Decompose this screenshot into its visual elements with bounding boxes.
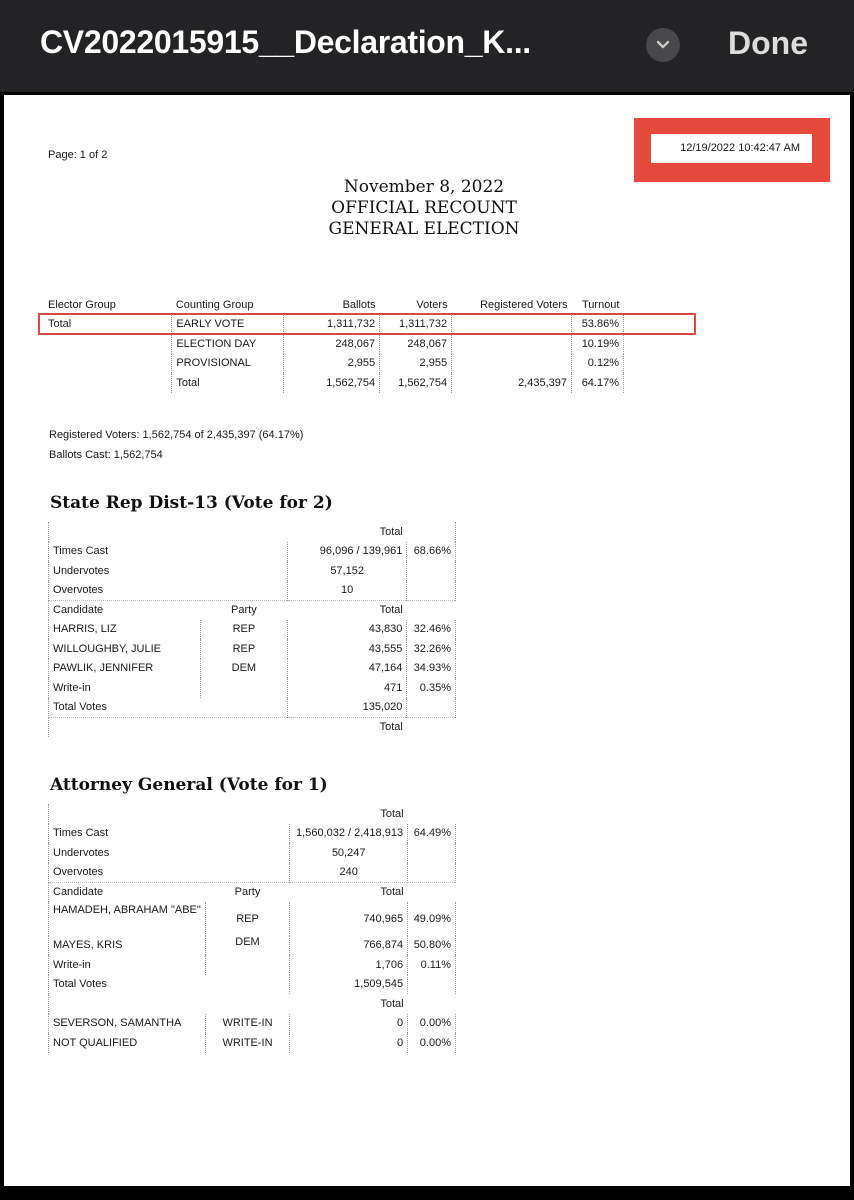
col-header: Counting Group	[175, 298, 254, 311]
cell	[408, 863, 456, 883]
cell: 2,955	[380, 354, 452, 374]
candidate-party: REP	[200, 639, 287, 659]
cell: 10.19%	[572, 334, 624, 354]
cell: Total	[48, 318, 72, 331]
candidate-name: Write-in	[49, 955, 206, 975]
writein-header-row	[49, 994, 456, 1014]
candidate-total: 43,555	[287, 639, 406, 659]
summary-row	[44, 373, 624, 393]
candidate-pct: 32.46%	[407, 620, 456, 640]
cell	[44, 334, 172, 354]
cell: 64.17%	[572, 373, 624, 393]
writein-total: 0	[290, 1014, 408, 1034]
cell	[49, 717, 288, 737]
col-header: Voters	[416, 298, 448, 311]
col-header: Ballots	[342, 298, 376, 311]
candidate-total: 47,164	[287, 659, 406, 679]
document-page[interactable]	[4, 95, 850, 1186]
document-title: CV2022015915__Declaration_K...	[40, 24, 531, 60]
candidate-name: PAWLIK, JENNIFER	[49, 659, 201, 679]
candidate-pct: 0.11%	[408, 955, 456, 975]
cell: 1,311,732	[284, 315, 380, 335]
chevron-down-icon	[656, 40, 670, 50]
candidate-pct: 34.93%	[407, 659, 456, 679]
row-value: 10	[287, 581, 406, 601]
writein-row	[49, 1033, 456, 1053]
row-label: Undervotes	[49, 843, 290, 863]
row-pct: 64.49%	[408, 824, 456, 844]
row-value: 96,096 / 139,961	[287, 542, 406, 562]
row-value: 1,509,545	[290, 975, 408, 995]
col-header: Candidate	[49, 600, 201, 620]
row-label: Times Cast	[49, 542, 288, 562]
cell	[44, 354, 172, 374]
cell	[44, 373, 172, 393]
candidate-pct: 0.35%	[407, 678, 456, 698]
writein-pct: 0.00%	[408, 1014, 456, 1034]
cell: PROVISIONAL	[172, 354, 284, 374]
heading-date: November 8, 2022	[343, 177, 505, 197]
candidate-name: HAMADEH, ABRAHAM "ABE"	[49, 902, 206, 936]
cell	[452, 334, 572, 354]
table-row	[49, 561, 456, 581]
cell	[408, 975, 456, 995]
cell	[200, 522, 287, 542]
candidate-row	[49, 620, 456, 640]
writein-total-header: Total	[380, 997, 404, 1010]
candidate-header-row	[49, 600, 456, 620]
row-value: 50,247	[290, 843, 408, 863]
cell	[407, 581, 456, 601]
footer-row	[49, 717, 456, 737]
candidate-pct: 32.26%	[407, 639, 456, 659]
viewer-toolbar	[0, 0, 854, 92]
report-heading	[254, 177, 594, 240]
candidate-total: 740,965	[290, 902, 408, 936]
summary-table	[44, 295, 624, 393]
cell: 248,067	[380, 334, 452, 354]
summary-row	[44, 334, 624, 354]
candidate-row	[49, 955, 456, 975]
cell: ELECTION DAY	[172, 334, 284, 354]
col-header: Party	[205, 882, 289, 902]
cell	[407, 561, 456, 581]
timestamp-highlight	[634, 118, 830, 182]
done-button[interactable]: Done	[728, 25, 808, 61]
cell: Total	[172, 373, 284, 393]
candidate-row	[49, 936, 456, 956]
col-header: Party	[200, 600, 287, 620]
total-header: Total	[379, 525, 403, 538]
row-value: 57,152	[287, 561, 406, 581]
writein-row	[49, 1014, 456, 1034]
candidate-total: 766,874	[290, 936, 408, 956]
cell	[407, 698, 456, 718]
registered-voters-line: Registered Voters: 1,562,754 of 2,435,397 (64.17%)	[49, 429, 304, 441]
cell	[407, 522, 456, 542]
row-value: 1,560,032 / 2,418,913	[290, 824, 408, 844]
candidate-total: 1,706	[290, 955, 408, 975]
cell: 2,955	[284, 354, 380, 374]
cell	[407, 717, 456, 737]
candidate-row	[49, 678, 456, 698]
candidate-name: Write-in	[49, 678, 201, 698]
row-label: Overvotes	[49, 863, 290, 883]
table-row	[49, 542, 456, 562]
row-label: Undervotes	[49, 561, 288, 581]
col-header: Turnout	[581, 298, 620, 311]
candidate-row	[49, 659, 456, 679]
summary-row	[44, 354, 624, 374]
row-label: Total Votes	[49, 698, 288, 718]
total-header: Total	[380, 807, 404, 820]
cell	[407, 600, 456, 620]
cell	[452, 354, 572, 374]
summary-header-row	[44, 295, 624, 315]
candidate-row	[49, 902, 456, 936]
cell	[49, 804, 206, 824]
page-number: Page: 1 of 2	[48, 149, 108, 161]
ballots-cast-line: Ballots Cast: 1,562,754	[49, 449, 163, 461]
cell: EARLY VOTE	[172, 315, 284, 335]
cell	[205, 804, 289, 824]
writein-party: WRITE-IN	[205, 1014, 289, 1034]
cell	[49, 522, 201, 542]
timestamp: 12/19/2022 10:42:47 AM	[651, 134, 812, 163]
candidate-pct: 50.80%	[408, 936, 456, 956]
candidate-name: WILLOUGHBY, JULIE	[49, 639, 201, 659]
cell: 248,067	[284, 334, 380, 354]
cell: 1,311,732	[380, 315, 452, 335]
contest-title: Attorney General (Vote for 1)	[50, 775, 328, 795]
writein-name: NOT QUALIFIED	[49, 1033, 206, 1053]
total-votes-row	[49, 975, 456, 995]
contest-title: State Rep Dist-13 (Vote for 2)	[50, 493, 333, 513]
cell: 2,435,397	[452, 373, 572, 393]
candidate-name: HARRIS, LIZ	[49, 620, 201, 640]
footer-total-header: Total	[287, 717, 406, 737]
candidate-party: DEM	[200, 659, 287, 679]
candidate-total: 43,830	[287, 620, 406, 640]
writein-total: 0	[290, 1033, 408, 1053]
row-label: Overvotes	[49, 581, 288, 601]
table-header-row	[49, 804, 456, 824]
writein-name: SEVERSON, SAMANTHA	[49, 1014, 206, 1034]
cell: 1,562,754	[284, 373, 380, 393]
early-vote-highlight	[38, 313, 696, 335]
candidate-row	[49, 639, 456, 659]
table-row	[49, 824, 456, 844]
heading-election: GENERAL ELECTION	[328, 219, 520, 239]
row-value: 135,020	[287, 698, 406, 718]
cell: 53.86%	[572, 315, 624, 335]
cell: 0.12%	[572, 354, 624, 374]
row-label: Total Votes	[49, 975, 290, 995]
row-value: 240	[290, 863, 408, 883]
title-dropdown-button[interactable]	[646, 28, 680, 62]
candidate-party: REP	[205, 902, 289, 936]
candidate-name: MAYES, KRIS	[49, 936, 206, 956]
col-header: Candidate	[49, 882, 206, 902]
total-votes-row	[49, 698, 456, 718]
cell	[408, 994, 456, 1014]
table-header-row	[49, 522, 456, 542]
table-row	[49, 863, 456, 883]
candidate-pct: 49.09%	[408, 902, 456, 936]
writein-pct: 0.00%	[408, 1033, 456, 1053]
col-header: Total	[290, 882, 408, 902]
cell	[408, 882, 456, 902]
col-header: Total	[287, 600, 406, 620]
candidate-party	[200, 678, 287, 698]
col-header: Elector Group	[48, 298, 116, 311]
cell	[408, 843, 456, 863]
writein-party: WRITE-IN	[205, 1033, 289, 1053]
candidate-header-row	[49, 882, 456, 902]
contest-table-attorney-general	[48, 804, 456, 1053]
row-pct: 68.66%	[407, 542, 456, 562]
contest-table-state-rep	[48, 522, 456, 737]
cell: 1,562,754	[380, 373, 452, 393]
row-label: Times Cast	[49, 824, 290, 844]
candidate-party: REP	[200, 620, 287, 640]
table-row	[49, 843, 456, 863]
cell	[408, 804, 456, 824]
cell	[49, 994, 290, 1014]
candidate-total: 471	[287, 678, 406, 698]
heading-recount: OFFICIAL RECOUNT	[331, 198, 517, 218]
table-row	[49, 581, 456, 601]
col-header: Registered Voters	[480, 298, 568, 311]
candidate-party	[205, 955, 289, 975]
candidate-party: DEM	[205, 936, 289, 956]
